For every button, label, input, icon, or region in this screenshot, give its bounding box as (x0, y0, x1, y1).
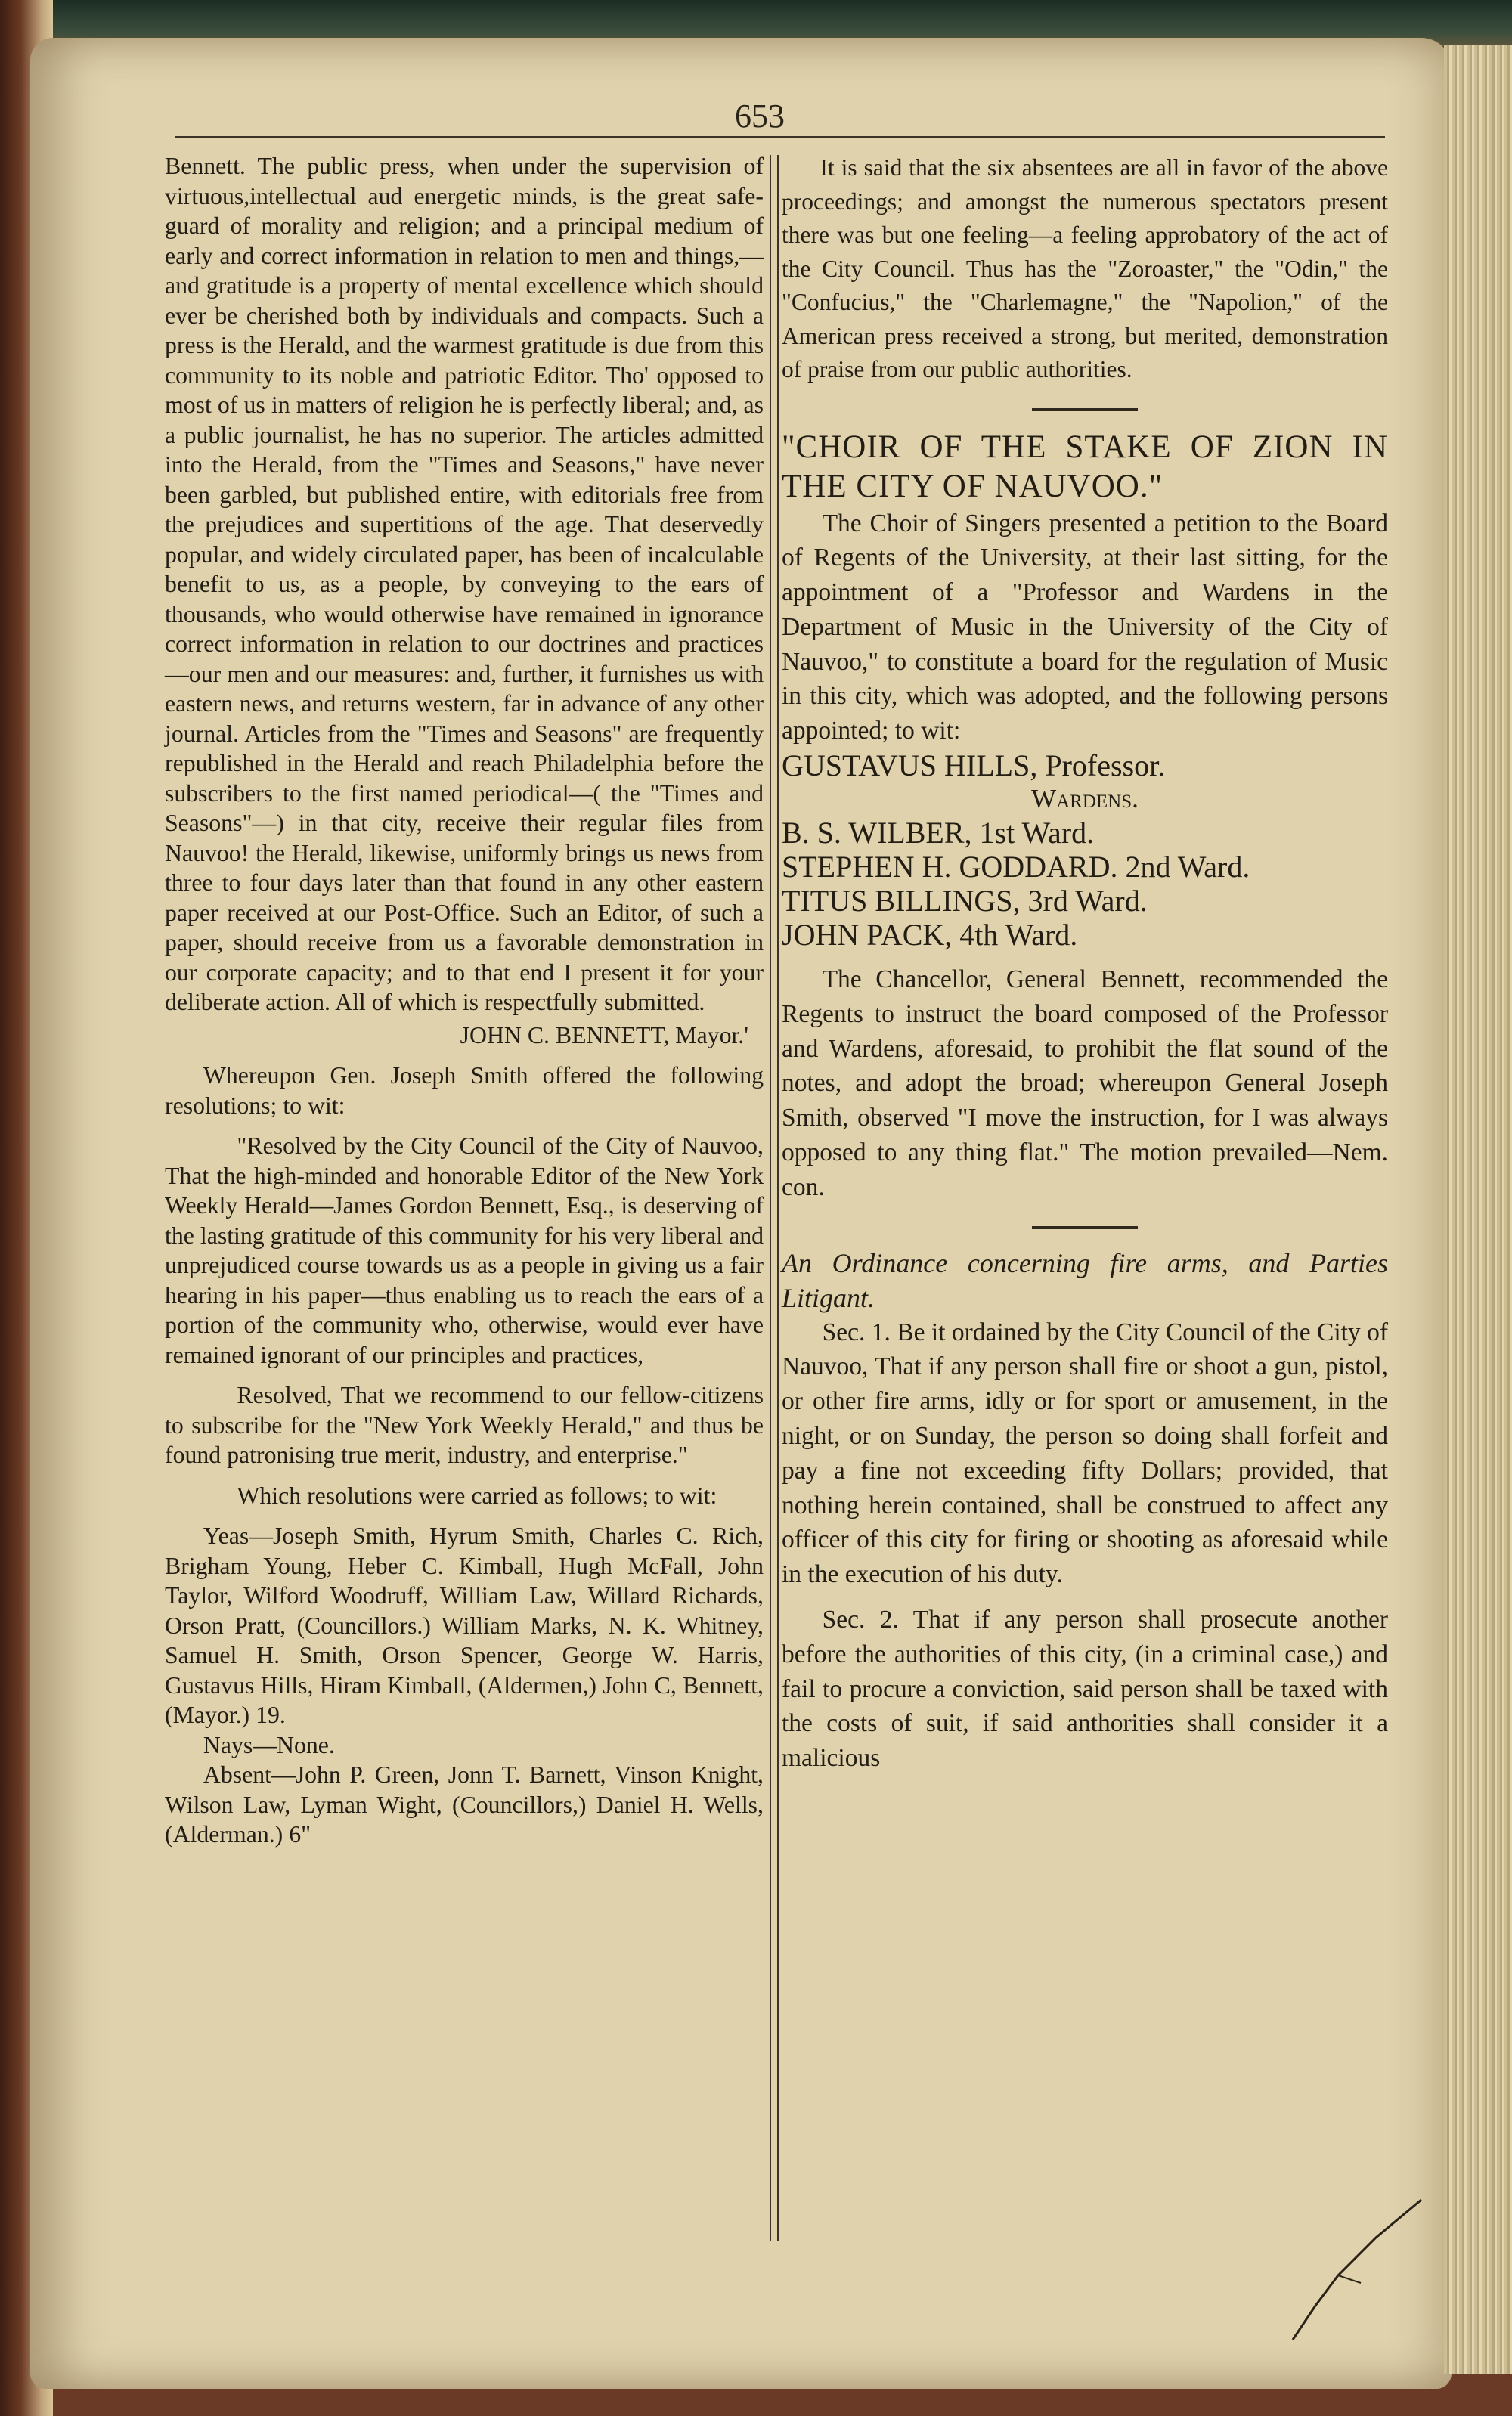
page-number: 653 (735, 98, 785, 135)
resolution-one: "Resolved by the City Council of the City of Nauvoo, That the high-minded and honorable Editor of the New York Weekly Herald—James Gordon Bennett, Esq., is deserving of the lasting gratitude of this community for his very liberal and unprejudiced course towards us as a people in giving us a fair hearing in his paper—thus enabling us to reach the ears of a portion of the community who, otherwise, would ever have remained ignorant of our principles and practices, (165, 1132, 764, 1368)
whereupon-paragraph: Whereupon Gen. Joseph Smith offered the following resolutions; to wit: (165, 1062, 764, 1119)
choir-heading: "CHOIR OF THE STAKE OF ZION IN THE CITY OF NAUVOO." (782, 429, 1388, 504)
left-column (165, 151, 764, 1850)
warden-4: JOHN PACK, 4th Ward. (782, 918, 1078, 952)
section-rule-2 (1032, 1226, 1138, 1229)
section-rule (1032, 408, 1138, 411)
page-edges (1444, 45, 1512, 2374)
ordinance-title: An Ordinance concerning fire arms, and Parties Litigant. (782, 1247, 1388, 1313)
chancellor-paragraph: The Chancellor, General Bennett, recommended the Regents to instruct the board composed of the Professor and Wardens, aforesaid, to prohibit the flat sound of the notes, and adopt the broad; whereupon General Joseph Smith, observed "I move the instruction, for I was always opposed to any thing flat." The motion prevailed—Nem. con. (782, 965, 1388, 1201)
warden-1: B. S. WILBER, 1st Ward. (782, 816, 1095, 850)
column-divider (770, 155, 779, 2241)
choir-paragraph: The Choir of Singers presented a petition to the Board of Regents of the University, at their last sitting, for the appointment of a "Professor and Wardens in the Department of Music in the University of the City of Nauvoo," to constitute a board for the regulation of Music in this city, which was adopted, and the following persons appointed; to wit: (782, 509, 1388, 745)
warden-2: STEPHEN H. GODDARD. 2nd Ward. (782, 850, 1250, 884)
absentees-paragraph: It is said that the six absentees are all in favor of the above proceedings; and amongst the numerous spectators present there was but one feeling—a feeling approbatory of the act of the City Council. Thus has the "Zoroaster," the "Odin," the "Confucius," the "Charlemagne," the "Napolion," of the American press received a strong, but merited, demonstration of praise from our public authorities. (782, 154, 1388, 383)
header-rule (175, 136, 1385, 138)
mayor-signature: JOHN C. BENNETT, Mayor.' (460, 1021, 748, 1048)
warden-3: TITUS BILLINGS, 3rd Ward. (782, 884, 1148, 918)
resolution-two: Resolved, That we recommend to our fellow-citizens to subscribe for the "New York Weekly Herald," and thus be found patronising true merit, industry, and enterprise." (165, 1382, 764, 1468)
page-crack (1247, 2192, 1436, 2343)
yeas-list: Yeas—Joseph Smith, Hyrum Smith, Charles C. Rich, Brigham Young, Heber C. Kimball, Hugh McFall, John Taylor, Wilford Woodruff, William Law, Willard Richards, Orson Pratt, (Councillors.) William Marks, N. K. Whitney, Samuel H. Smith, Orson Spencer, George W. Harris, Gustavus Hills, Hiram Kimball, (Aldermen,) John C, Bennett, (Mayor.) 19. (165, 1522, 764, 1728)
carried-paragraph: Which resolutions were carried as follows; to wit: (237, 1482, 717, 1509)
absent-list: Absent—John P. Green, Jonn T. Barnett, Vinson Knight, Wilson Law, Lyman Wight, (Councillors,) Daniel H. Wells, (Alderman.) 6" (165, 1761, 764, 1848)
wardens-label: Wardens. (1031, 784, 1139, 814)
letter-body: Bennett. The public press, when under the supervision of virtuous,intellectual aud energetic minds, is the great safe-guard of morality and religion; and a principal medium of early and correct information in relation to men and things,—and gratitude is a property of mental excellence which should ever be cherished both by individuals and compacts. Such a press is the Herald, and the warmest gratitude is due from this community to its noble and patriotic Editor. Tho' opposed to most of us in matters of religion he is perfectly liberal; and, as a public journalist, he has no superior. The articles admitted into the Herald, from the "Times and Seasons," have never been garbled, but published entire, with editorials free from the prejudices and supertitions of the age. That deservedly popular, and widely circulated paper, has been of incalculable benefit to us, as a people, by conveying to the ears of thousands, who would otherwise have remained in ignorance correct information in relation to our doctrines and practices—our men and our measures: and, further, it furnishes us with eastern news, and returns western, far in advance of any other journal. Articles from the "Times and Seasons" are frequently republished in the Herald and reach Philadelphia before the subscribers to the first named periodical—( the "Times and Seasons"—) in that city, receive their regular files from Nauvoo! the Herald, likewise, uniformly brings us news from three to four days later than that found in any other eastern paper received at our Post-Office. Such an Editor, of such a paper, should receive from us a favorable demonstration in our corporate capacity; and to that end I present it for your deliberate action. All of which is respectfully submitted. (165, 153, 764, 1015)
section-two: Sec. 2. That if any person shall prosecute another before the authorities of this city, (in a criminal case,) and fail to procure a conviction, said person shall be taxed with the costs of suit, if said anthorities shall consider it a malicious (782, 1606, 1388, 1773)
right-column (782, 151, 1388, 1776)
professor-line: GUSTAVUS HILLS, Professor. (782, 748, 1166, 783)
section-one: Sec. 1. Be it ordained by the City Council of the City of Nauvoo, That if any person shall fire or shoot a gun, pistol, or other fire arms, idly or for sport or amusement, in the night, or on Sunday, the person so doing shall forfeit and pay a fine not exceeding fifty Dollars; provided, that nothing herein contained, shall be construed to affect any officer of this city for firing or shooting as aforesaid while in the execution of his duty. (782, 1318, 1388, 1589)
nays-line: Nays—None. (203, 1731, 335, 1758)
